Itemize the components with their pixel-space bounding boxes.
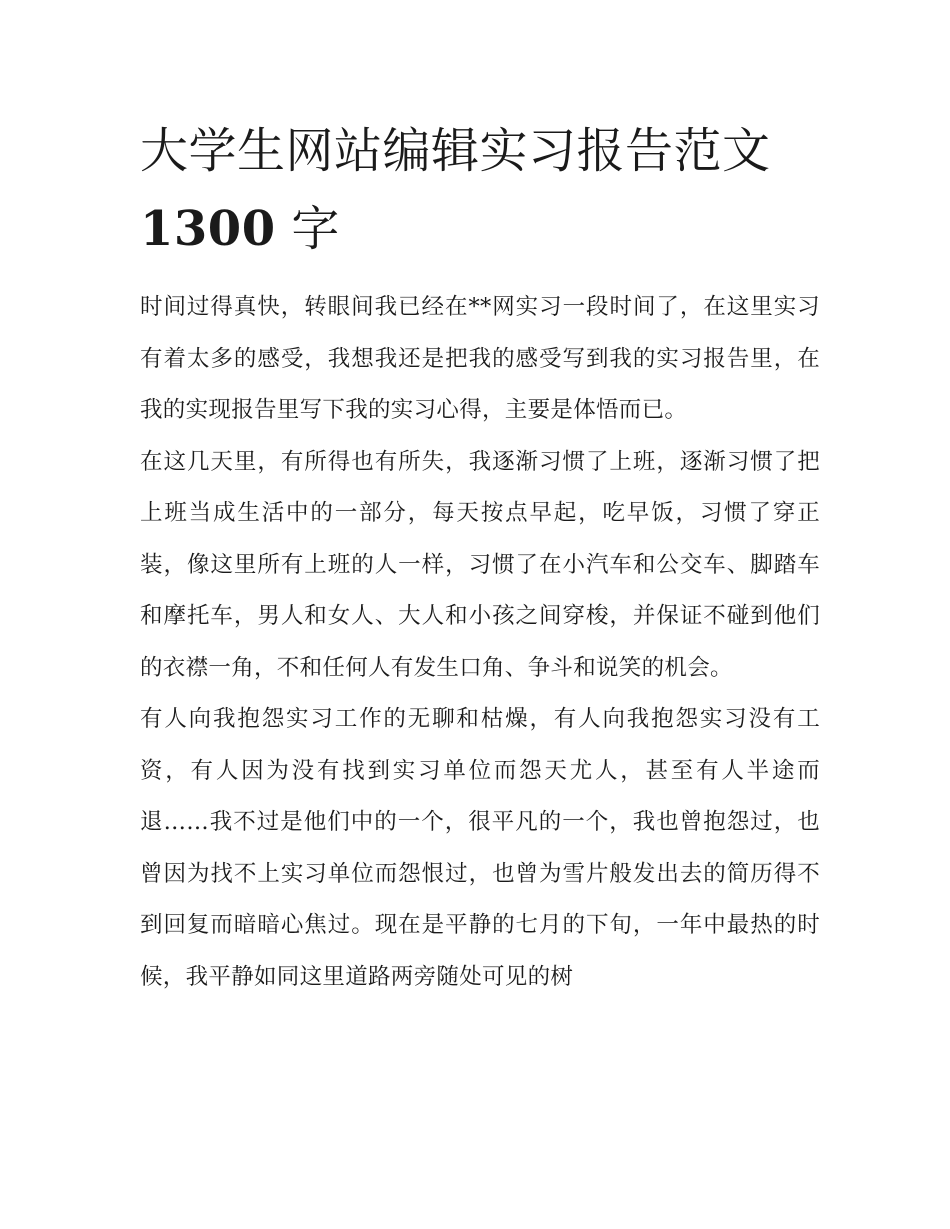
document-body <box>140 112 820 1003</box>
document-title <box>140 112 820 268</box>
title-text: 大学生网站编辑实习报告范文 <box>140 123 771 179</box>
paragraph-3: 有人向我抱怨实习工作的无聊和枯燥，有人向我抱怨实习没有工资，有人因为没有找到实习单位而怨天尤人，甚至有人半途而退……我不过是他们中的一个，很平凡的一个，我也曾抱怨过，也曾因为找不上实习单位而怨恨过，也曾为雪片般发出去的简历得不到回复而暗暗心焦过。现在是平静的七月的下旬，一年中最热的时候，我平静如同这里道路两旁随处可见的树 <box>140 706 820 990</box>
title-suffix: 字 <box>275 201 340 257</box>
paragraph-1: 时间过得真快，转眼间我已经在**网实习一段时间了，在这里实习有着太多的感受，我想我还是把我的感受写到我的实习报告里，在我的实现报告里写下我的实习心得，主要是体悟而已。 <box>140 294 820 423</box>
paragraph-2: 在这几天里，有所得也有所失，我逐渐习惯了上班，逐渐习惯了把上班当成生活中的一部分，每天按点早起，吃早饭，习惯了穿正装，像这里所有上班的人一样，习惯了在小汽车和公交车、脚踏车和摩托车，男人和女人、大人和小孩之间穿梭，并保证不碰到他们的衣襟一角，不和任何人有发生口角、争斗和说笑的机会。 <box>140 448 820 681</box>
title-number: 1300 <box>140 201 276 257</box>
